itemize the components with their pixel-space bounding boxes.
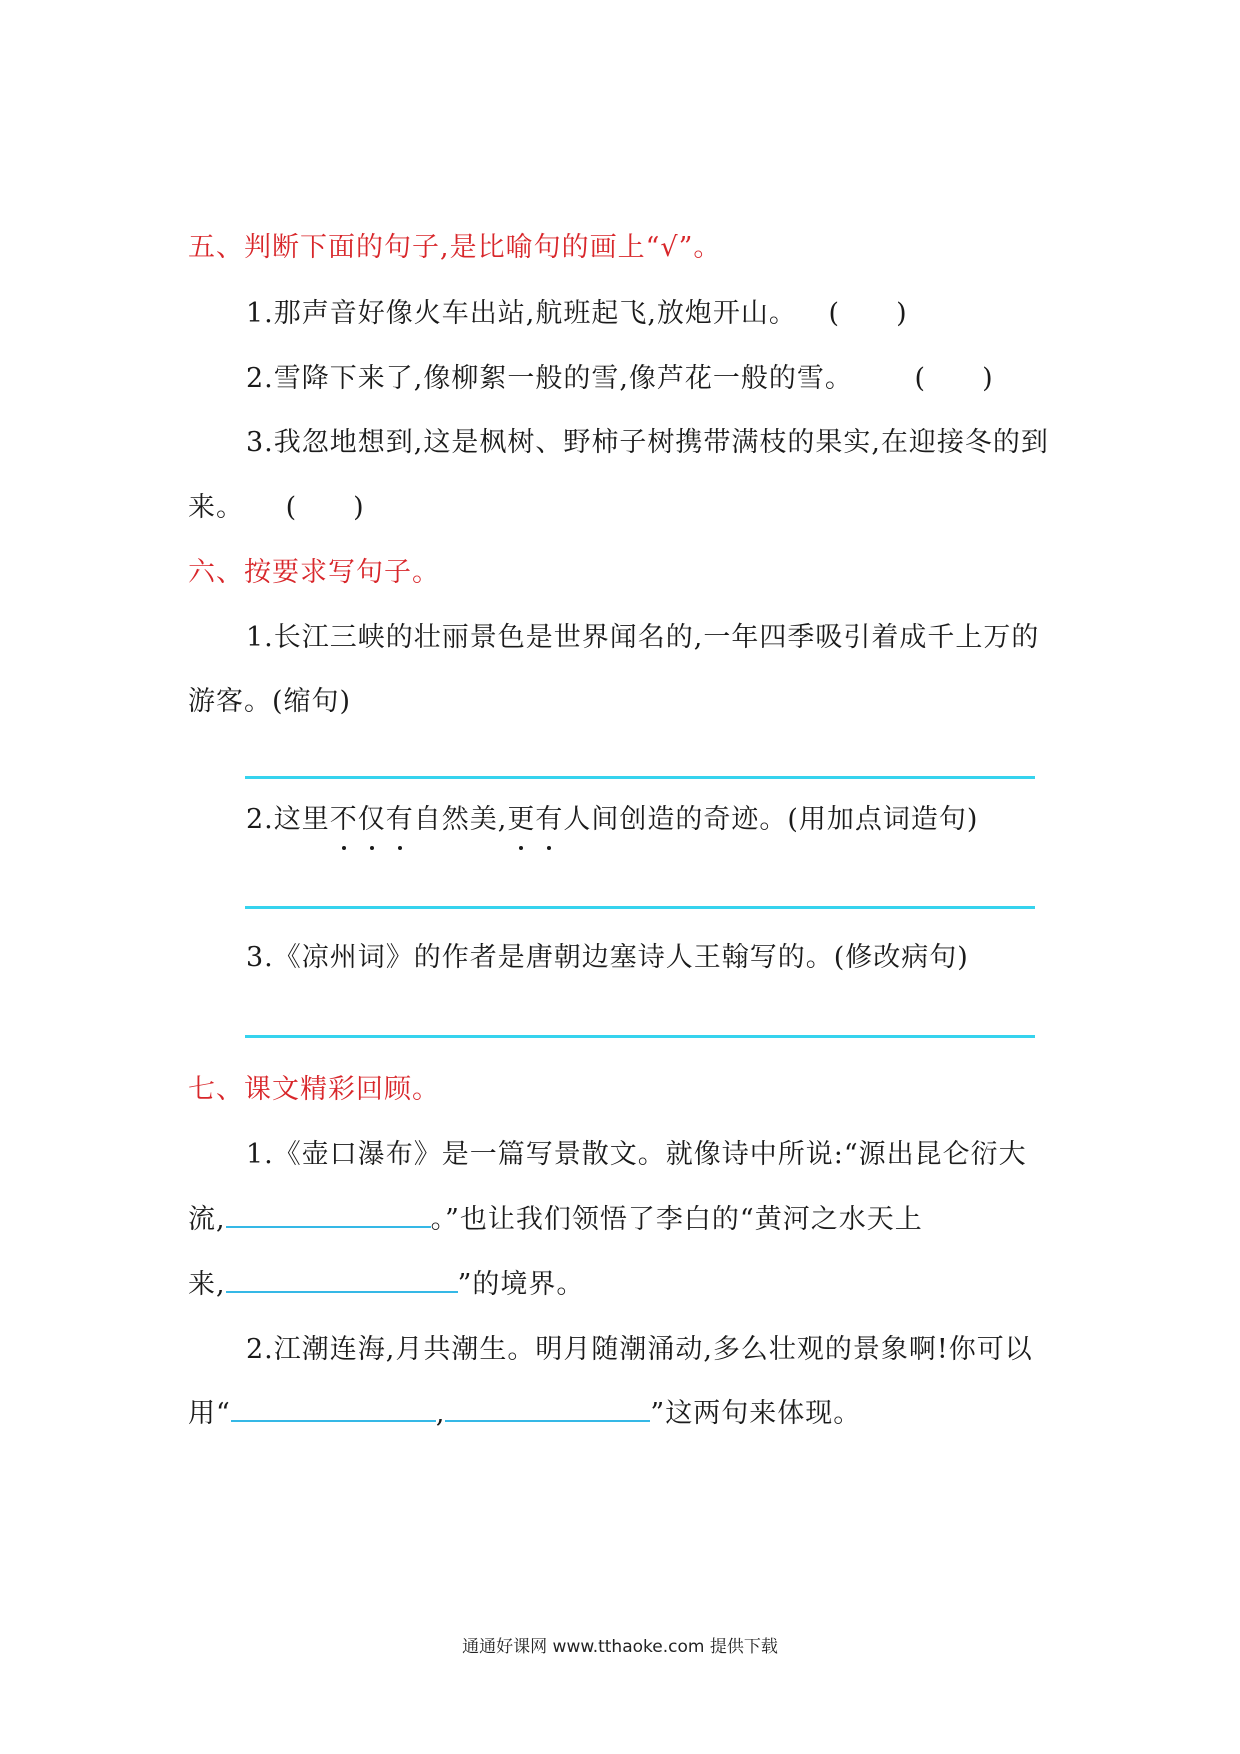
question-text: , [435,1398,446,1429]
section-5-question-3-line-1: 3.我忽地想到,这是枫树、野柿子树携带满枝的果实,在迎接冬的到 [246,427,1049,458]
answer-parentheses[interactable]: ( ) [285,492,365,523]
fill-in-blank[interactable] [231,1394,436,1422]
question-text: 来, [188,1269,226,1300]
fill-in-blank[interactable] [226,1200,431,1228]
section-7-question-2-line-2 [188,1394,861,1434]
question-text: 自然美, [413,804,508,835]
question-text: 2.这里 [246,804,330,835]
question-text: 1.那声音好像火车出站,航班起飞,放炮开山。 [246,298,797,329]
answer-line[interactable] [245,1035,1035,1038]
question-text: ”这两句来体现。 [650,1398,862,1429]
dotted-word: 不 [330,800,358,840]
dotted-word: 有 [535,800,563,840]
section-6-question-1-line-1: 1.长江三峡的壮丽景色是世界闻名的,一年四季吸引着成千上万的 [246,622,1040,653]
footer-text: 通通好课网 www.tthaoke.com 提供下载 [462,1637,778,1657]
question-text: 来。 [188,492,244,523]
section-7-question-1-line-2 [188,1200,923,1240]
dotted-word: 更 [507,800,535,840]
fill-in-blank[interactable] [445,1394,650,1422]
answer-parentheses[interactable]: ( ) [828,298,908,329]
section-5-question-1 [246,294,908,334]
answer-line[interactable] [245,776,1035,779]
section-7-heading: 七、课文精彩回顾。 [188,1074,440,1105]
section-6-heading: 六、按要求写句子。 [188,557,440,588]
section-5-heading: 五、判断下面的句子,是比喻句的画上“√”。 [188,232,722,263]
section-7-question-2-line-1: 2.江潮连海,月共潮生。明月随潮涌动,多么壮观的景象啊!你可以 [246,1334,1033,1365]
question-text: 2.雪降下来了,像柳絮一般的雪,像芦花一般的雪。 [246,363,853,394]
dotted-word: 仅 [358,800,386,840]
dotted-word: 有 [386,800,414,840]
question-text: 用“ [188,1398,231,1429]
section-6-question-3: 3.《凉州词》的作者是唐朝边塞诗人王翰写的。(修改病句) [246,942,969,973]
question-text: 流, [188,1204,226,1235]
fill-in-blank[interactable] [226,1265,458,1293]
section-5-question-2 [246,359,994,399]
question-text: ”的境界。 [457,1269,585,1300]
section-5-question-3-line-2 [188,488,365,528]
question-text: 人间创造的奇迹。(用加点词造句) [563,804,979,835]
answer-line[interactable] [245,906,1035,909]
section-7-question-1-line-1: 1.《壶口瀑布》是一篇写景散文。就像诗中所说:“源出昆仑衍大 [246,1139,1027,1170]
section-6-question-1-line-2: 游客。(缩句) [188,686,352,717]
question-text: 。”也让我们领悟了李白的“黄河之水天上 [430,1204,923,1235]
answer-parentheses[interactable]: ( ) [914,363,994,394]
section-7-question-1-line-3 [188,1265,584,1305]
section-6-question-2 [246,800,978,840]
